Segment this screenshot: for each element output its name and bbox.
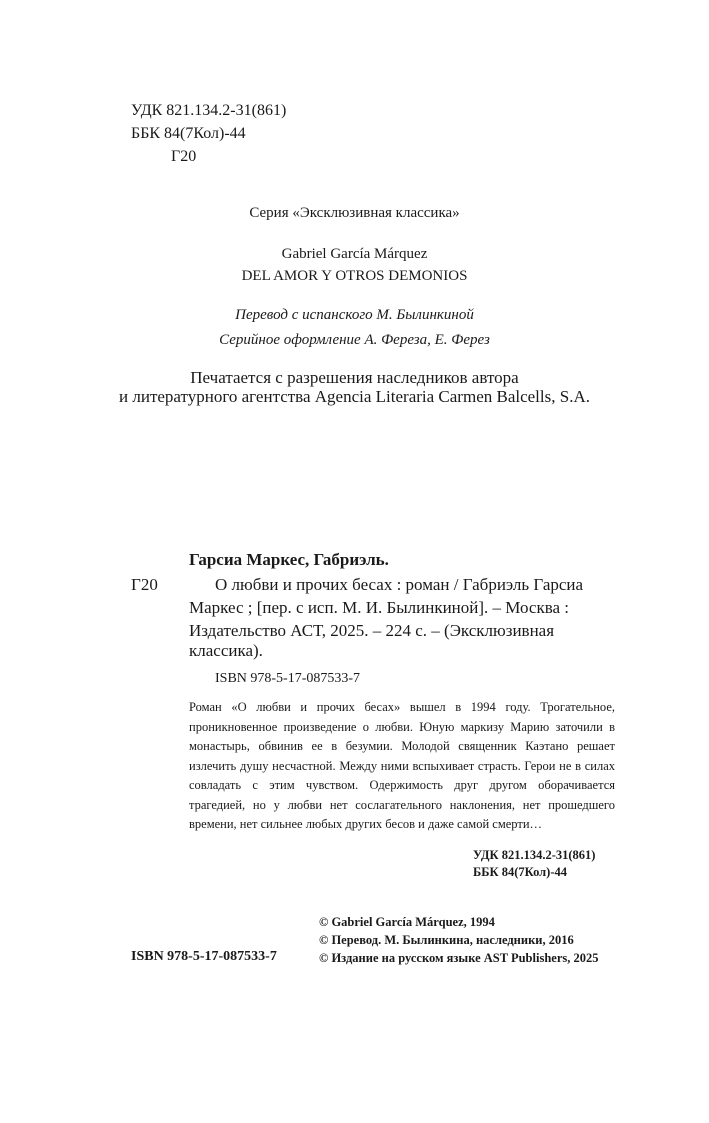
- copyright-edition: © Издание на русском языке AST Publishers, 2025: [319, 951, 599, 965]
- copyright-author: © Gabriel García Márquez, 1994: [319, 915, 495, 929]
- catalog-line-4: классика).: [189, 641, 263, 660]
- footer-isbn: ISBN 978-5-17-087533-7: [131, 949, 277, 964]
- bbk-code: ББК 84(7Кол)-44: [131, 125, 246, 142]
- card-udk-code: УДК 821.134.2-31(861): [473, 848, 596, 862]
- catalog-line-3: Издательство АСТ, 2025. – 224 с. – (Эксклюзивная: [189, 621, 555, 640]
- udk-code: УДК 821.134.2-31(861): [131, 102, 287, 119]
- permission-line-1: Печатается с разрешения наследников автора: [190, 368, 519, 387]
- catalog-isbn: ISBN 978-5-17-087533-7: [215, 671, 361, 686]
- card-bbk-code: ББК 84(7Кол)-44: [473, 865, 567, 879]
- copyright-translation: © Перевод. М. Былинкина, наследники, 2016: [319, 933, 574, 947]
- book-annotation: Роман «О любви и прочих бесах» вышел в 1994 году. Трогательное, проникновенное произведение о любви. Юную маркизу Марию заточили в монастырь, обвинив ее в безумии. Молодой священник Каэтано решает излечить душу несчастной. Между ними вспыхивает страсть. Герои не в силах совладать с этим чувством. Одержимость друг другом оборачивается трагедией, но у любви нет сослагательного наклонения, нет прошедшего времени, нет сильнее любых других бесов и даже самой смерти…: [189, 700, 615, 831]
- catalog-line-2: Маркес ; [пер. с исп. М. И. Былинкиной]. – Москва :: [189, 598, 570, 617]
- series-line: Серия «Эксклюзивная классика»: [249, 205, 460, 221]
- design-credit: Серийное оформление А. Фереза, Е. Ферез: [219, 332, 490, 348]
- permission-line-2: и литературного агентства Agencia Literaria Carmen Balcells, S.A.: [119, 387, 590, 406]
- catalog-heading: Гарсиа Маркес, Габриэль.: [189, 550, 389, 569]
- original-author: Gabriel García Márquez: [281, 246, 428, 262]
- original-title: DEL AMOR Y OTROS DEMONIOS: [241, 268, 468, 284]
- catalog-line-1: О любви и прочих бесах : роман / Габриэль Гарсиа: [215, 575, 584, 594]
- catalog-mark: Г20: [131, 575, 158, 594]
- author-mark: Г20: [171, 148, 197, 165]
- translator-credit: Перевод с испанского М. Былинкиной: [235, 307, 474, 323]
